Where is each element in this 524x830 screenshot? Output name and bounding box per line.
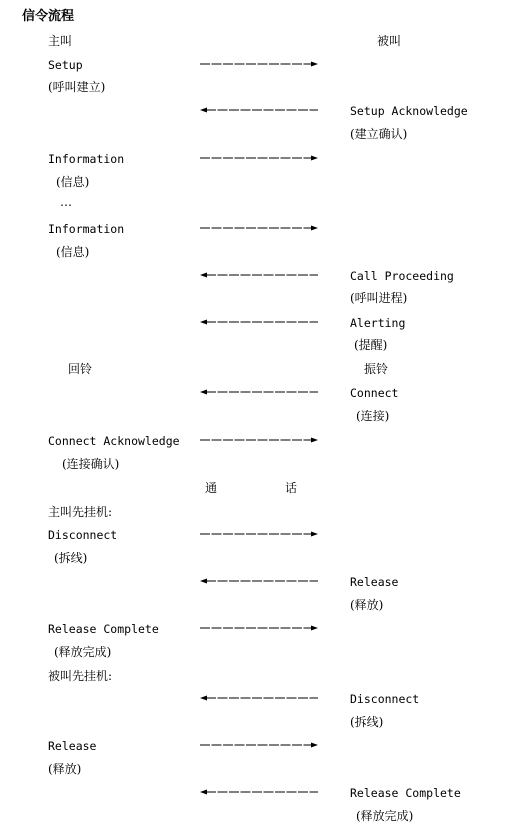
msg-setup-ack: Setup Acknowledge [350,104,468,118]
arrow-right [200,154,318,162]
callee-hangup-label: 被叫先挂机: [48,669,113,683]
msg-setup: Setup [48,58,83,72]
msg-connect-sub: (连接) [356,409,390,423]
msg-release-complete: Release Complete [350,786,461,800]
ringing-label: 振铃 [364,362,389,376]
talk-label-1: 通 [205,481,218,495]
msg-disconnect: Disconnect [48,528,118,542]
arrow-left [200,388,318,396]
page-title: 信令流程 [22,9,75,24]
msg-disconnect: Disconnect [350,692,420,706]
msg-information-sub: (信息) [56,245,90,259]
msg-connect: Connect [350,386,399,400]
msg-setup-sub: (呼叫建立) [48,80,106,94]
msg-connect-ack-sub: (连接确认) [62,457,120,471]
caller-header: 主叫 [48,34,73,48]
msg-information-sub: (信息) [56,175,90,189]
arrow-right [200,530,318,538]
msg-disconnect-sub: (拆线) [350,715,384,729]
msg-release-sub: (释放) [350,598,384,612]
msg-release-complete-sub: (释放完成) [54,645,112,659]
arrow-left [200,106,318,114]
arrow-left [200,694,318,702]
arrow-left [200,271,318,279]
arrow-right [200,436,318,444]
msg-release-complete: Release Complete [48,622,159,636]
arrow-right [200,741,318,749]
arrow-left [200,318,318,326]
arrow-right [200,224,318,232]
msg-release-sub: (释放) [48,762,82,776]
talk-label-2: 话 [285,481,298,495]
msg-information: Information [48,152,125,166]
arrow-right [200,624,318,632]
ringback-label: 回铃 [68,362,93,376]
callee-header: 被叫 [377,34,402,48]
msg-release: Release [48,739,97,753]
msg-call-proceeding: Call Proceeding [350,269,454,283]
msg-connect-ack: Connect Acknowledge [48,434,180,448]
msg-disconnect-sub: (拆线) [54,551,88,565]
msg-alerting: Alerting [350,316,406,330]
msg-setup-ack-sub: (建立确认) [350,127,408,141]
msg-release-complete-sub: (释放完成) [356,809,414,823]
arrow-left [200,577,318,585]
arrow-left [200,788,318,796]
caller-hangup-label: 主叫先挂机: [48,505,113,519]
msg-alerting-sub: (提醒) [354,338,388,352]
msg-call-proceeding-sub: (呼叫进程) [350,291,408,305]
msg-release: Release [350,575,399,589]
msg-information: Information [48,222,125,236]
ellipsis: … [60,195,72,209]
arrow-right [200,60,318,68]
